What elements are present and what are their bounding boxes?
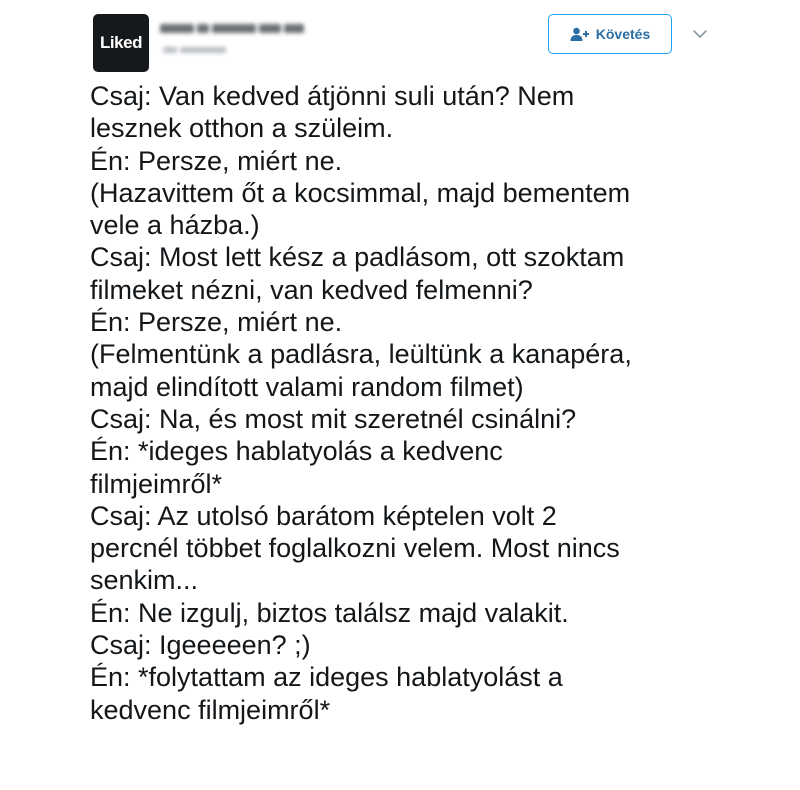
tweet-header [0, 0, 800, 80]
tweet-line: Csaj: Igeeeeen? ;) [90, 630, 311, 661]
tweet-line: Csaj: Most lett kész a padlásom, ott szoktam [90, 242, 625, 273]
tweet-line: Én: Persze, miért ne. [90, 307, 343, 338]
tweet-line: filmeket nézni, van kedved felmenni? [90, 274, 533, 305]
avatar-logo-text: Liked [100, 33, 142, 52]
tweet-line: lesznek otthon a szüleim. [90, 113, 394, 144]
tweet-text [90, 80, 790, 726]
tweet-line: Csaj: Az utolsó barátom képtelen volt 2 [90, 500, 557, 531]
avatar[interactable] [93, 14, 149, 72]
tweet-line: senkim... [90, 565, 199, 596]
tweet-line: majd elindított valami random filmet) [90, 371, 524, 402]
display-name-blurred[interactable] [160, 18, 320, 38]
tweet-line: Én: *ideges hablatyolás a kedvenc [90, 436, 503, 467]
person-add-icon [570, 27, 590, 41]
tweet-line: kedvenc filmjeimről* [90, 694, 331, 725]
tweet-line: Csaj: Na, és most mit szeretnél csinálni? [90, 403, 577, 434]
chevron-down-icon[interactable] [692, 28, 708, 40]
tweet-line: Én: Ne izgulj, biztos találsz majd valakit. [90, 597, 569, 628]
tweet-line: filmjeimről* [90, 468, 223, 499]
tweet-line: (Hazavittem őt a kocsimmal, majd bementem [90, 177, 631, 208]
tweet-line: Én: *folytattam az ideges hablatyolást a [90, 662, 563, 693]
tweet-line: (Felmentünk a padlásra, leültünk a kanapéra, [90, 339, 632, 370]
tweet-line: Én: Persze, miért ne. [90, 145, 343, 176]
tweet-line: percnél többet foglalkozni velem. Most nincs [90, 533, 620, 564]
follow-button-label: Követés [595, 26, 651, 42]
follow-button[interactable] [548, 14, 672, 54]
username-blurred[interactable] [163, 43, 245, 57]
tweet-line: vele a házba.) [90, 210, 260, 241]
tweet-line: Csaj: Van kedved átjönni suli után? Nem [90, 81, 575, 111]
